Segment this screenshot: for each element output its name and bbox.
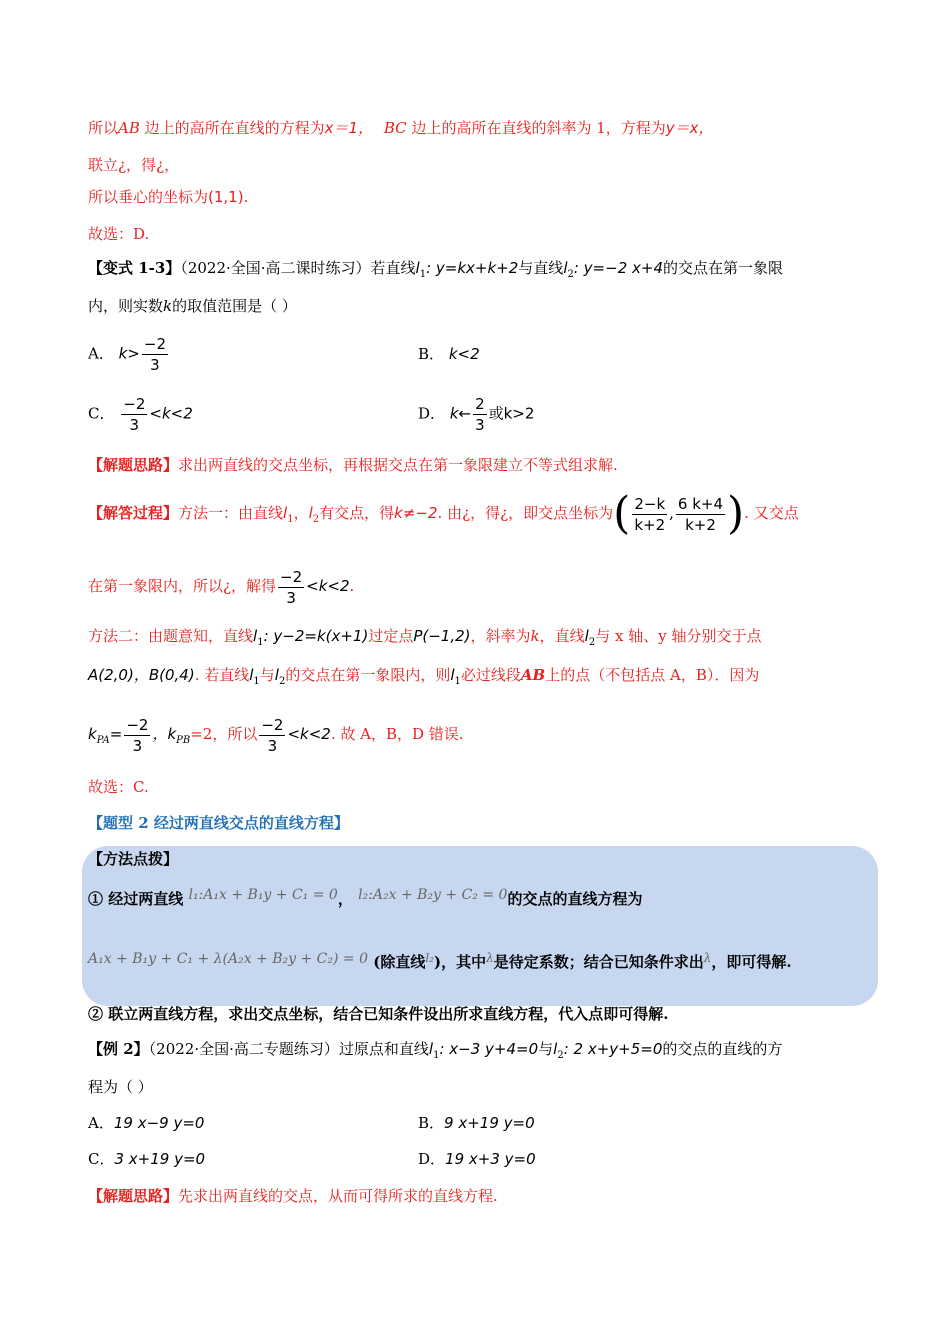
question-1-3-line-1: 【变式 1-3】（2022·全国·高二课时练习）若直线$l_1$: y=kx+k+2与直线$l_2$: y=−2 x+4的交点在第一象限 (88, 259, 784, 280)
question-1-3-line-2: 内，则实数k的取值范围是（ ） (88, 297, 297, 315)
solution-idea: 【解题思路】求出两直线的交点坐标，再根据交点在第一象限建立不等式组求解. (88, 456, 618, 474)
fraction: $\frac{-2}{3}$ (280, 567, 303, 607)
fraction: $\frac{-2}{3}$ (143, 335, 167, 374)
answer-c: 故选：C. (88, 778, 149, 796)
segment-bc: BC (383, 119, 407, 137)
option-c[interactable]: C． $\frac{-2}{3}$ <k<2 (88, 395, 193, 434)
method-tip-item-2: ② 联立两直线方程，求出交点坐标，结合已知条件设出所求直线方程，代入点即可得解. (88, 1005, 669, 1023)
solution-process-line-2: 在第一象限内，所以¿，解得 $\frac{-2}{3}$ <k<2. (88, 567, 355, 607)
option-d[interactable]: D． k← $\frac{2}{3}$ 或k>2 (418, 395, 535, 434)
solution-process-line-1: 【解答过程】方法一：由直线$l_1$，$l_2$有交点，得k≠−2. 由¿，得¿，即交点坐标为( $\frac{2-k}{k+2}$ , $\frac{6 k+4}{k+2}$ ). 又交点 (88, 488, 799, 539)
answer-d: 故选：D. (88, 225, 150, 243)
option-a[interactable]: A． k> $\frac{-2}{3}$ (88, 335, 167, 374)
section-heading-type-2: 【题型 2 经过两直线交点的直线方程】 (88, 814, 349, 832)
fraction: $\frac{-2}{3}$ (123, 395, 146, 434)
example-2-option-a[interactable]: A．19 x−9 y=0 (88, 1114, 205, 1132)
segment-ab: AB (118, 119, 140, 137)
method-tip-item-1-cont: A₁x + B₁y + C₁ + λ(A₂x + B₂y + C₂) = 0 (除直线$^{l_2}$)，其中$^\lambda$是待定系数；结合已知条件求出$^\lambda$，即可得解. (88, 951, 792, 971)
example-2-option-c[interactable]: C．3 x+19 y=0 (88, 1150, 206, 1168)
method-2-line-2: A(2,0)，B(0,4). 若直线$l_1$与$l_2$的交点在第一象限内，则$l_1$必过线段AB上的点（不包括点 A，B）．因为 (88, 666, 760, 687)
fraction: $\frac{6 k+4}{k+2}$ (677, 494, 724, 534)
method-2-line-1: 方法二：由题意知，直线$l_1$: y−2=k(x+1)过定点P(−1,2)，斜率为k，直线$l_2$与 x 轴、y 轴分别交于点 (88, 627, 762, 648)
option-b[interactable]: B． k<2 (418, 345, 480, 363)
fraction: $\frac{-2}{3}$ (261, 715, 284, 755)
solution-line-3: 所以垂心的坐标为(1,1). (88, 188, 249, 206)
solution-line-2: 联立¿，得¿， (88, 156, 180, 174)
method-tip-item-1: ① 经过两直线 l₁:A₁x + B₁y + C₁ = 0， l₂:A₂x + B₂y + C₂ = 0的交点的直线方程为 (88, 887, 643, 908)
fraction: $\frac{-2}{3}$ (126, 715, 149, 755)
fraction: $\frac{2-k}{k+2}$ (634, 494, 666, 534)
method-tip-title: 【方法点拨】 (88, 850, 179, 868)
example-2-solution-idea: 【解题思路】先求出两直线的交点，从而可得所求的直线方程. (88, 1187, 498, 1205)
example-2-option-d[interactable]: D．19 x+3 y=0 (418, 1150, 536, 1168)
fraction: $\frac{2}{3}$ (475, 395, 485, 434)
example-2-line-2: 程为（ ） (88, 1078, 153, 1096)
example-2-line-1: 【例 2】（2022·全国·高二专题练习）过原点和直线$l_1$: x−3 y+4=0与$l_2$: 2 x+y+5=0的交点的直线的方 (88, 1040, 783, 1061)
example-2-option-b[interactable]: B．9 x+19 y=0 (418, 1114, 535, 1132)
method-2-line-3: $k_{PA}=$ $\frac{-2}{3}$ ，$k_{PB}=2$，所以 $\frac{-2}{3}$ <k<2. 故 A，B，D 错误. (88, 715, 464, 755)
solution-line-1: 所以AB 边上的高所在直线的方程为x＝1， BC 边上的高所在直线的斜率为 1，方程为y＝x， (88, 119, 714, 137)
method-tip-box (82, 846, 878, 1006)
